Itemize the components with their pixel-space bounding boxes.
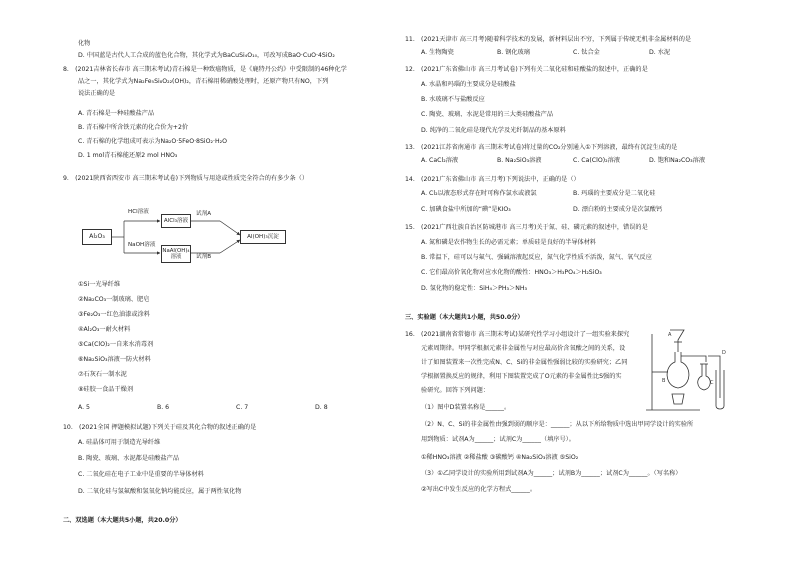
naoh-label: NaOH溶液 <box>128 242 156 248</box>
q14-option-d: D. 漂白粉的主要成分是次氯酸钙 <box>573 206 663 213</box>
q13-option-d: D. 饱和Na₂CO₃溶液 <box>649 157 706 164</box>
question-11: 11. (2021天津市 高三月考)随着科学技术的发展，新材料层出不穷，下列属于传统无机非金属材料的是 <box>405 36 692 43</box>
q14-option-c: C. 加碘食盐中所加的“碘”是KIO₃ <box>421 206 511 213</box>
text-line: 用到物质：试剂A为______；试剂C为______（填序号）。 <box>421 436 575 443</box>
q9-option-d: D. 8 <box>315 404 328 411</box>
option-b: B. 青石棉中所含铁元素的化合价为+2价 <box>78 124 189 131</box>
option-c: C. 青石棉的化学组成可表示为Na₂O·5FeO·8SiO₂·H₂O <box>78 138 227 145</box>
hcl-label: HCl溶液 <box>128 209 149 215</box>
q14-option-a: A. Cl₂以液态形式存在时可称作氯水或液氯 <box>421 190 537 197</box>
text-line: D. 中国蓝是古代人工合成的蓝色化合物，其化学式为BaCuSi₄O₁₀，可改写成BaO·CuO·4SiO₂ <box>78 52 335 59</box>
option-a: A. 水晶和玛瑙的主要成分是硅酸盐 <box>421 81 516 88</box>
reagent-options: ①稀HNO₃溶液 ②稀盐酸 ③碳酸钙 ④Na₂SiO₃溶液 ⑤SiO₂ <box>421 454 579 461</box>
al2o3-box: Al₂O₃ <box>82 229 112 245</box>
q14-option-b: B. 玛瑙的主要成分是二氧化硅 <box>573 190 656 197</box>
option-a: A. 氮和磷是农作物生长的必需元素；单质硅是良好的半导体材料 <box>421 239 597 246</box>
statement-7: ⑦石灰石一制水泥 <box>78 371 127 378</box>
statement-8: ⑧硅胶一食品干燥剂 <box>78 386 134 393</box>
option-a: A. 青石棉是一种硅酸盐产品 <box>78 110 155 117</box>
product-box: Al(OH)₃沉淀 <box>240 230 286 244</box>
text-line: 计了如图装置来一次性完成N、C、Si的非金属性强弱比较的实验研究；乙同 <box>421 359 628 366</box>
q11-option-d: D. 水泥 <box>649 49 671 56</box>
q11-option-c: C. 钛合金 <box>573 49 600 56</box>
naaloh4-box <box>161 245 191 263</box>
apparatus-drawing <box>644 326 728 414</box>
option-a: A. 硅晶体可用于制造光导纤维 <box>78 439 161 446</box>
option-c: C. 陶瓷、玻璃、水泥是常用的三大类硅酸盐产品 <box>421 111 554 118</box>
text-line: 说法正确的是 <box>78 90 116 97</box>
reagent-b-label: 试剂B <box>196 254 212 260</box>
question-12: 12. (2021广东省佛山市 高三月考试卷)下列有关二氧化硅和硅酸盐的叙述中，正确的是 <box>405 66 648 73</box>
q9-option-b: B. 6 <box>157 404 170 411</box>
section-heading-experiment: 三、实验题（本大题共1小题，共50.0分） <box>405 314 524 321</box>
section-heading-double-choice: 二、双选题（本大题共5小题，共20.0分） <box>63 517 182 524</box>
q13-option-c: C. Ca(ClO)₂溶液 <box>573 157 620 164</box>
q13-option-b: B. Na₂SiO₃溶液 <box>497 157 542 164</box>
alcl3-box: AlCl₃溶液 <box>161 214 191 228</box>
label-d: D <box>722 350 726 356</box>
q13-option-a: A. CaCl₂溶液 <box>421 157 459 164</box>
text-line: 验研究。回答下列问题： <box>421 387 490 394</box>
sub-question-1: （1）图中D装置名称是______。 <box>421 404 511 411</box>
statement-1: ①Si一光导纤维 <box>78 281 121 288</box>
question-8: 8. (2021吉林省长春市 高三期末考试)青石棉是一种致癌物质，是《鹿特丹公约》中受限制的46种化学 <box>63 66 347 73</box>
text-line: 化物 <box>78 40 91 47</box>
option-b: B. 水玻璃不与盐酸反应 <box>421 96 485 103</box>
option-d: D. 氢化物的稳定性：SiH₄＞PH₃＞NH₃ <box>421 285 527 292</box>
text-line: ②写出C中发生反应的化学方程式______。 <box>421 486 537 493</box>
reaction-flow-diagram <box>80 208 320 264</box>
question-16: 16. (2021湖南省常德市 高三期末考试)某研究性学习小组设计了一组实验来探究 <box>405 331 630 338</box>
naaloh4-solution: 溶液 <box>170 254 182 260</box>
lab-apparatus-figure <box>644 326 728 414</box>
q9-option-a: A. 5 <box>78 404 90 411</box>
question-15: 15. (2021广西壮族自治区防城港市 高三月考)关于氮、硅、磷元素的叙述中，错误的是 <box>405 224 648 231</box>
question-14: 14. (2021广东省佛山市 高三月考)下列说法中，正确的是（） <box>405 176 580 183</box>
option-c: C. 二氧化硅在电子工业中是重要的半导体材料 <box>78 471 204 478</box>
label-c: C <box>710 380 714 386</box>
text-line: 元素周期律。甲同学根据元素非金属性与对应最高价含氧酸之间的关系，设 <box>421 345 626 352</box>
question-10: 10. (2021全国 押题模拟试题)下列关于硅及其化合物的叙述正确的是 <box>63 424 257 431</box>
statement-6: ⑥Na₂SiO₃溶液一防火材料 <box>78 356 151 363</box>
option-c: C. 它们最高价氧化物对应水化物的酸性：HNO₃＞H₃PO₄＞H₂SiO₃ <box>421 269 602 276</box>
label-b: B <box>662 378 666 384</box>
q11-option-a: A. 生物陶瓷 <box>421 49 454 56</box>
q9-option-c: C. 7 <box>236 404 249 411</box>
statement-4: ④Al₂O₃一耐火材料 <box>78 326 131 333</box>
sub-question-2: （2）N、C、Si的非金属性由强到弱的顺序是：______；从以下所给物质中选出甲同学设计的实验所 <box>421 421 694 428</box>
reagent-a-label: 试剂A <box>196 211 212 217</box>
option-b: B. 陶瓷、玻璃、水泥都是硅酸盐产品 <box>78 455 179 462</box>
option-d: D. 二氧化硅与氢氟酸和氢氧化钠均能反应，属于两性氧化物 <box>78 488 242 495</box>
question-13: 13. (2021江苏省南通市 高三期末考试卷)将过量的CO₂分别通入①下列溶液，最终有沉淀生成的是 <box>405 144 678 151</box>
sub-question-3: （3）①乙同学设计的实验所用到试剂A为______；试剂B为______；试剂C为______。（写名称） <box>421 470 682 477</box>
text-line: 品之一，其化学式为Na₂Fe₅Si₈O₂₂(OH)₂，青石棉用稀硝酸处理时，还原产物只有NO，下列 <box>78 78 329 85</box>
question-9: 9. (2021陕西省西安市 高三期末考试卷)下列物质与用途或性质完全符合的有多少条（） <box>63 175 309 182</box>
statement-5: ⑤Ca(ClO)₂一自来水消毒剂 <box>78 341 154 348</box>
text-line: 学根据置换反应的规律，利用下图装置完成了O元素的非金属性比S强的实 <box>421 373 622 380</box>
naaloh4-formula: NaAl(OH)₄ <box>162 247 190 254</box>
label-a: A <box>668 332 672 338</box>
option-b: B. 常温下，硅可以与氟气、强碱溶液起反应，氮气化学性质不活泼，氮气、氧气反应 <box>421 254 652 261</box>
statement-3: ③Fe₂O₃一红色油漆或涂料 <box>78 311 150 318</box>
option-d: D. 纯净的二氧化硅是现代光学及光纤制品的基本原料 <box>421 127 566 134</box>
option-d: D. 1 mol青石棉能还原2 mol HNO₃ <box>78 152 178 159</box>
q11-option-b: B. 钢化玻璃 <box>497 49 530 56</box>
statement-2: ②Na₂CO₃一制玻璃、肥皂 <box>78 296 150 303</box>
